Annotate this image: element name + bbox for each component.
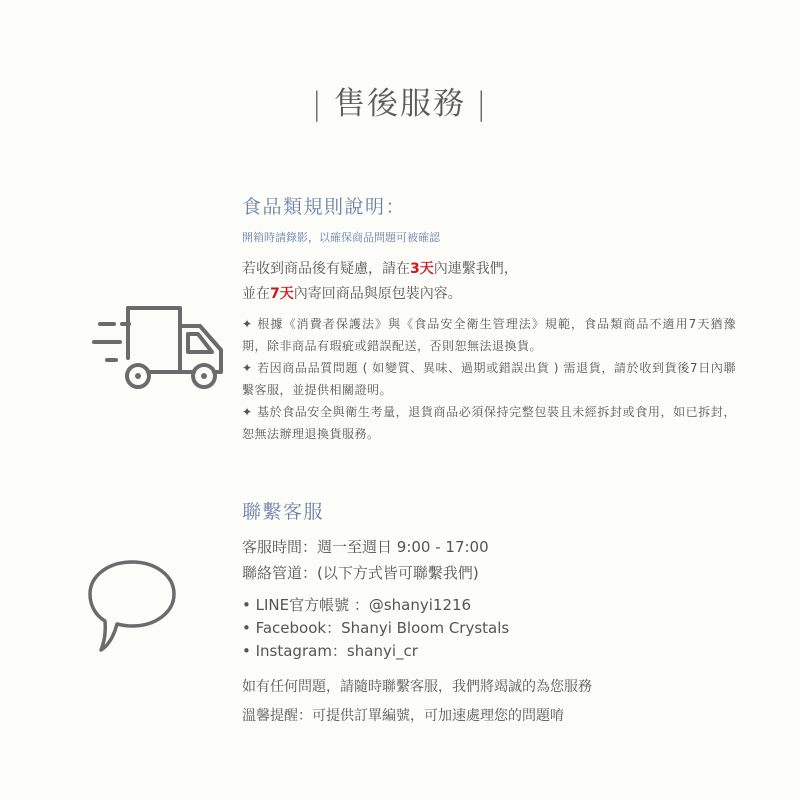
highlight-3-days: 3天 — [410, 261, 434, 277]
warm-reminder: 溫馨提醒：可提供訂單編號，可加速處理您的問題唷 — [242, 708, 564, 724]
return-line-1 — [242, 257, 742, 282]
return-line-2 — [242, 282, 742, 307]
title-bar-left: | — [311, 86, 324, 122]
food-rules-heading: 食品類規則說明： — [242, 196, 407, 218]
food-rules-details — [242, 313, 736, 445]
contact-list — [242, 594, 742, 663]
delivery-truck-icon — [92, 302, 227, 394]
food-rules-section — [242, 192, 742, 445]
contact-instagram: • Instagram：shanyi_cr — [242, 642, 418, 660]
return-line-1-post: 內連繫我們， — [433, 261, 518, 277]
service-hours: 客服時間：週一至週日 9:00 - 17:00 — [242, 538, 489, 556]
title-text: 售後服務 — [334, 86, 466, 122]
contact-heading: 聯繫客服 — [242, 501, 325, 523]
contact-channels: 聯絡管道：(以下方式皆可聯繫我們) — [242, 564, 479, 582]
return-line-1-pre: 若收到商品後有疑慮，請在 — [242, 261, 410, 277]
title-bar-right: | — [476, 86, 489, 122]
closing-message: 如有任何問題，請隨時聯繫客服，我們將竭誠的為您服務 — [242, 679, 592, 695]
highlight-7-days: 7天 — [270, 286, 294, 302]
rule-paragraph-3: ✦ 基於食品安全與衛生考量，退貨商品必須保持完整包裝且未經拆封或食用，如已拆封，恕無法辦理退換貨服務。 — [242, 405, 736, 441]
page-title — [0, 78, 800, 123]
return-line-2-pre: 並在 — [242, 286, 270, 302]
contact-facebook: • Facebook：Shanyi Bloom Crystals — [242, 619, 510, 637]
rule-paragraph-2: ✦ 若因商品品質問題 ( 如變質、異味、過期或錯誤出貨 ) 需退貨，請於收到貨後7日內聯繫客服，並提供相關證明。 — [242, 361, 736, 397]
contact-section — [242, 497, 742, 731]
return-line-2-post: 內寄回商品與原包裝內容。 — [293, 286, 462, 302]
contact-line-account: • LINE官方帳號 ：@shanyi1216 — [242, 596, 472, 614]
speech-bubble-icon — [86, 558, 178, 658]
food-rules-note: 開箱時請錄影，以確保商品問題可被確認 — [242, 231, 440, 244]
rule-paragraph-1: ✦ 根據《消費者保護法》與《食品安全衛生管理法》規範，食品類商品不適用7天猶豫期，除非商品有瑕疵或錯誤配送，否則恕無法退換貨。 — [242, 317, 736, 353]
